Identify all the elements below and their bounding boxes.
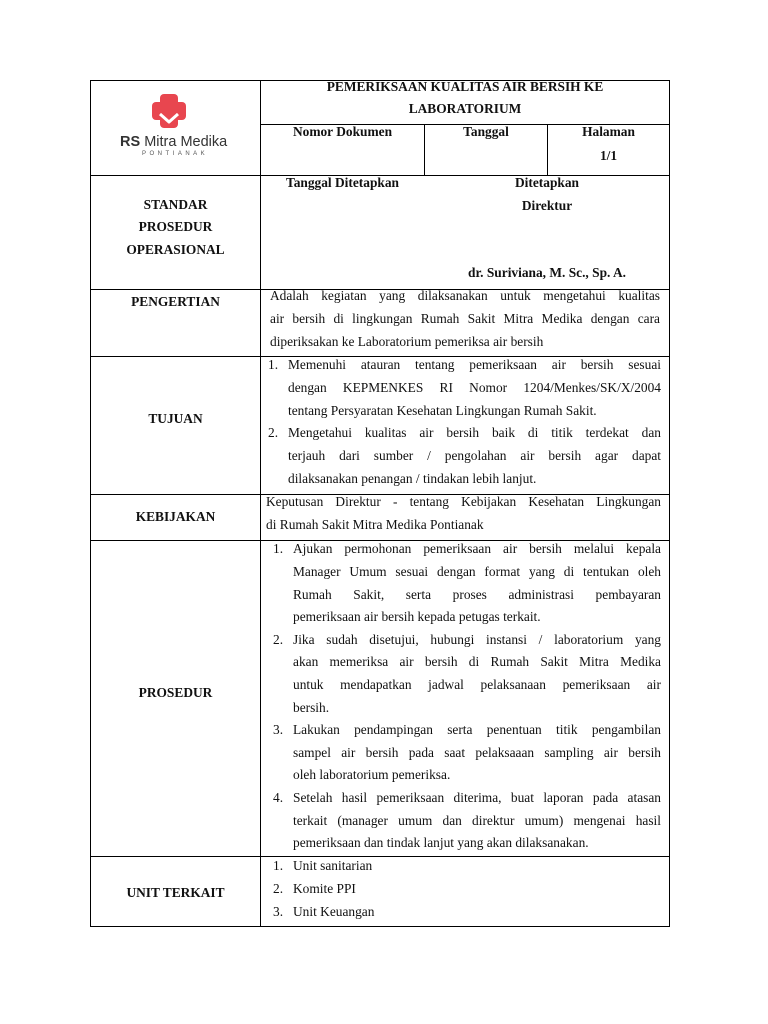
prosedur-item-line: pemeriksaan air bersih kepada petugas terkait. bbox=[293, 609, 541, 624]
unit-item-text: Komite PPI bbox=[293, 881, 356, 896]
prosedur-item-number: 4. bbox=[273, 790, 284, 805]
prosedur-item-line: akan memeriksa air bersih di Rumah Sakit Mitra Medika bbox=[293, 654, 661, 669]
halaman-value: 1/1 bbox=[599, 148, 618, 163]
logo-city: PONTIANAK bbox=[142, 151, 209, 157]
kebijakan-label: KEBIJAKAN bbox=[135, 509, 216, 524]
pengertian-line: diperiksakan ke Laboratorium pemeriksa air bersih bbox=[270, 334, 544, 349]
tanggal-label: Tanggal bbox=[463, 124, 509, 139]
prosedur-item-line: Jika sudah disetujui, hubungi instansi / laboratorium yang bbox=[293, 632, 661, 647]
rule bbox=[90, 856, 670, 857]
tujuan-item-number: 2. bbox=[268, 425, 279, 440]
rule bbox=[90, 926, 670, 927]
tujuan-item-line: Memenuhi atauran tentang pemeriksaan air bersih sesuai bbox=[288, 357, 661, 372]
tanggal-ditetapkan-label: Tanggal Ditetapkan bbox=[286, 175, 399, 190]
spo-label-line1: STANDAR bbox=[143, 197, 208, 212]
spo-label-line3: OPERASIONAL bbox=[126, 242, 225, 257]
direktur-label: Direktur bbox=[521, 198, 573, 213]
doc-title-line2: LABORATORIUM bbox=[408, 101, 522, 116]
tujuan-item-line: terjauh dari sumber / pengolahan air bersih agar dapat bbox=[288, 448, 661, 463]
kebijakan-line: Keputusan Direktur - tentang Kebijakan Kesehatan Lingkungan bbox=[266, 494, 661, 509]
prosedur-item-line: untuk mendapatkan jadwal pelaksanaan pemeriksaan air bbox=[293, 677, 661, 692]
prosedur-item-number: 1. bbox=[273, 541, 284, 556]
tujuan-item-line: dilaksanakan penangan / tindakan lebih lanjut. bbox=[288, 471, 537, 486]
prosedur-item-line: oleh laboratorium pemeriksa. bbox=[293, 767, 451, 782]
prosedur-item-line: Lakukan pendampingan serta penentuan titik pengambilan bbox=[293, 722, 661, 737]
tujuan-item-line: Mengetahui kualitas air bersih baik di titik terdekat dan bbox=[288, 425, 661, 440]
prosedur-item-line: Setelah hasil pemeriksaan diterima, buat laporan pada atasan bbox=[293, 790, 661, 805]
ditetapkan-label: Ditetapkan bbox=[515, 175, 579, 190]
tujuan-item-line: dengan KEPMENKES RI Nomor 1204/Menkes/SK/X/2004 bbox=[288, 380, 661, 395]
kebijakan-line: di Rumah Sakit Mitra Medika Pontianak bbox=[266, 517, 484, 532]
unit-item-text: Unit Keuangan bbox=[293, 904, 375, 919]
unit-terkait-label: UNIT TERKAIT bbox=[126, 885, 225, 900]
prosedur-item-line: pemeriksaan dan tindak lanjut yang akan dilaksanakan. bbox=[293, 835, 589, 850]
signatory-name: dr. Suriviana, M. Sc., Sp. A. bbox=[468, 265, 626, 280]
prosedur-item-line: Manager Umum sesuai dengan format yang di tentukan oleh bbox=[293, 564, 661, 579]
logo-name-rest: Mitra Medika bbox=[144, 134, 228, 150]
prosedur-item-line: sampel air bersih pada saat pelaksaaan sampling air bersih bbox=[293, 745, 661, 760]
doc-title-line1: PEMERIKSAAN KUALITAS AIR BERSIH KE bbox=[326, 79, 604, 94]
unit-item-number: 1. bbox=[273, 858, 284, 873]
halaman-label: Halaman bbox=[582, 124, 635, 139]
prosedur-item-line: Rumah Sakit, serta proses administrasi pembayaran bbox=[293, 587, 661, 602]
rule bbox=[669, 80, 670, 927]
rule bbox=[260, 80, 261, 927]
prosedur-item-number: 3. bbox=[273, 722, 284, 737]
pengertian-line: Adalah kegiatan yang dilaksanakan untuk mengetahui kualitas bbox=[270, 288, 660, 303]
prosedur-item-line: terkait (manager umum dan direktur umum) mengenai hasil bbox=[293, 813, 661, 828]
tujuan-item-line: tentang Persyaratan Kesehatan Lingkungan Rumah Sakit. bbox=[288, 403, 597, 418]
unit-item-number: 2. bbox=[273, 881, 284, 896]
prosedur-item-line: bersih. bbox=[293, 700, 330, 715]
unit-item-number: 3. bbox=[273, 904, 284, 919]
prosedur-item-number: 2. bbox=[273, 632, 284, 647]
pengertian-label: PENGERTIAN bbox=[131, 294, 220, 309]
prosedur-label: PROSEDUR bbox=[138, 685, 213, 700]
tujuan-label: TUJUAN bbox=[148, 411, 203, 426]
prosedur-item-line: Ajukan permohonan pemeriksaan air bersih melalui kepala bbox=[293, 541, 661, 556]
logo-name-bold: RS bbox=[120, 134, 141, 150]
spo-label-line2: PROSEDUR bbox=[138, 219, 213, 234]
nomor-dokumen-label: Nomor Dokumen bbox=[292, 124, 393, 139]
tujuan-item-number: 1. bbox=[268, 357, 279, 372]
logo-name bbox=[120, 134, 227, 150]
pengertian-line: air bersih di lingkungan Rumah Sakit Mitra Medika dengan cara bbox=[270, 311, 660, 326]
unit-item-text: Unit sanitarian bbox=[293, 858, 373, 873]
